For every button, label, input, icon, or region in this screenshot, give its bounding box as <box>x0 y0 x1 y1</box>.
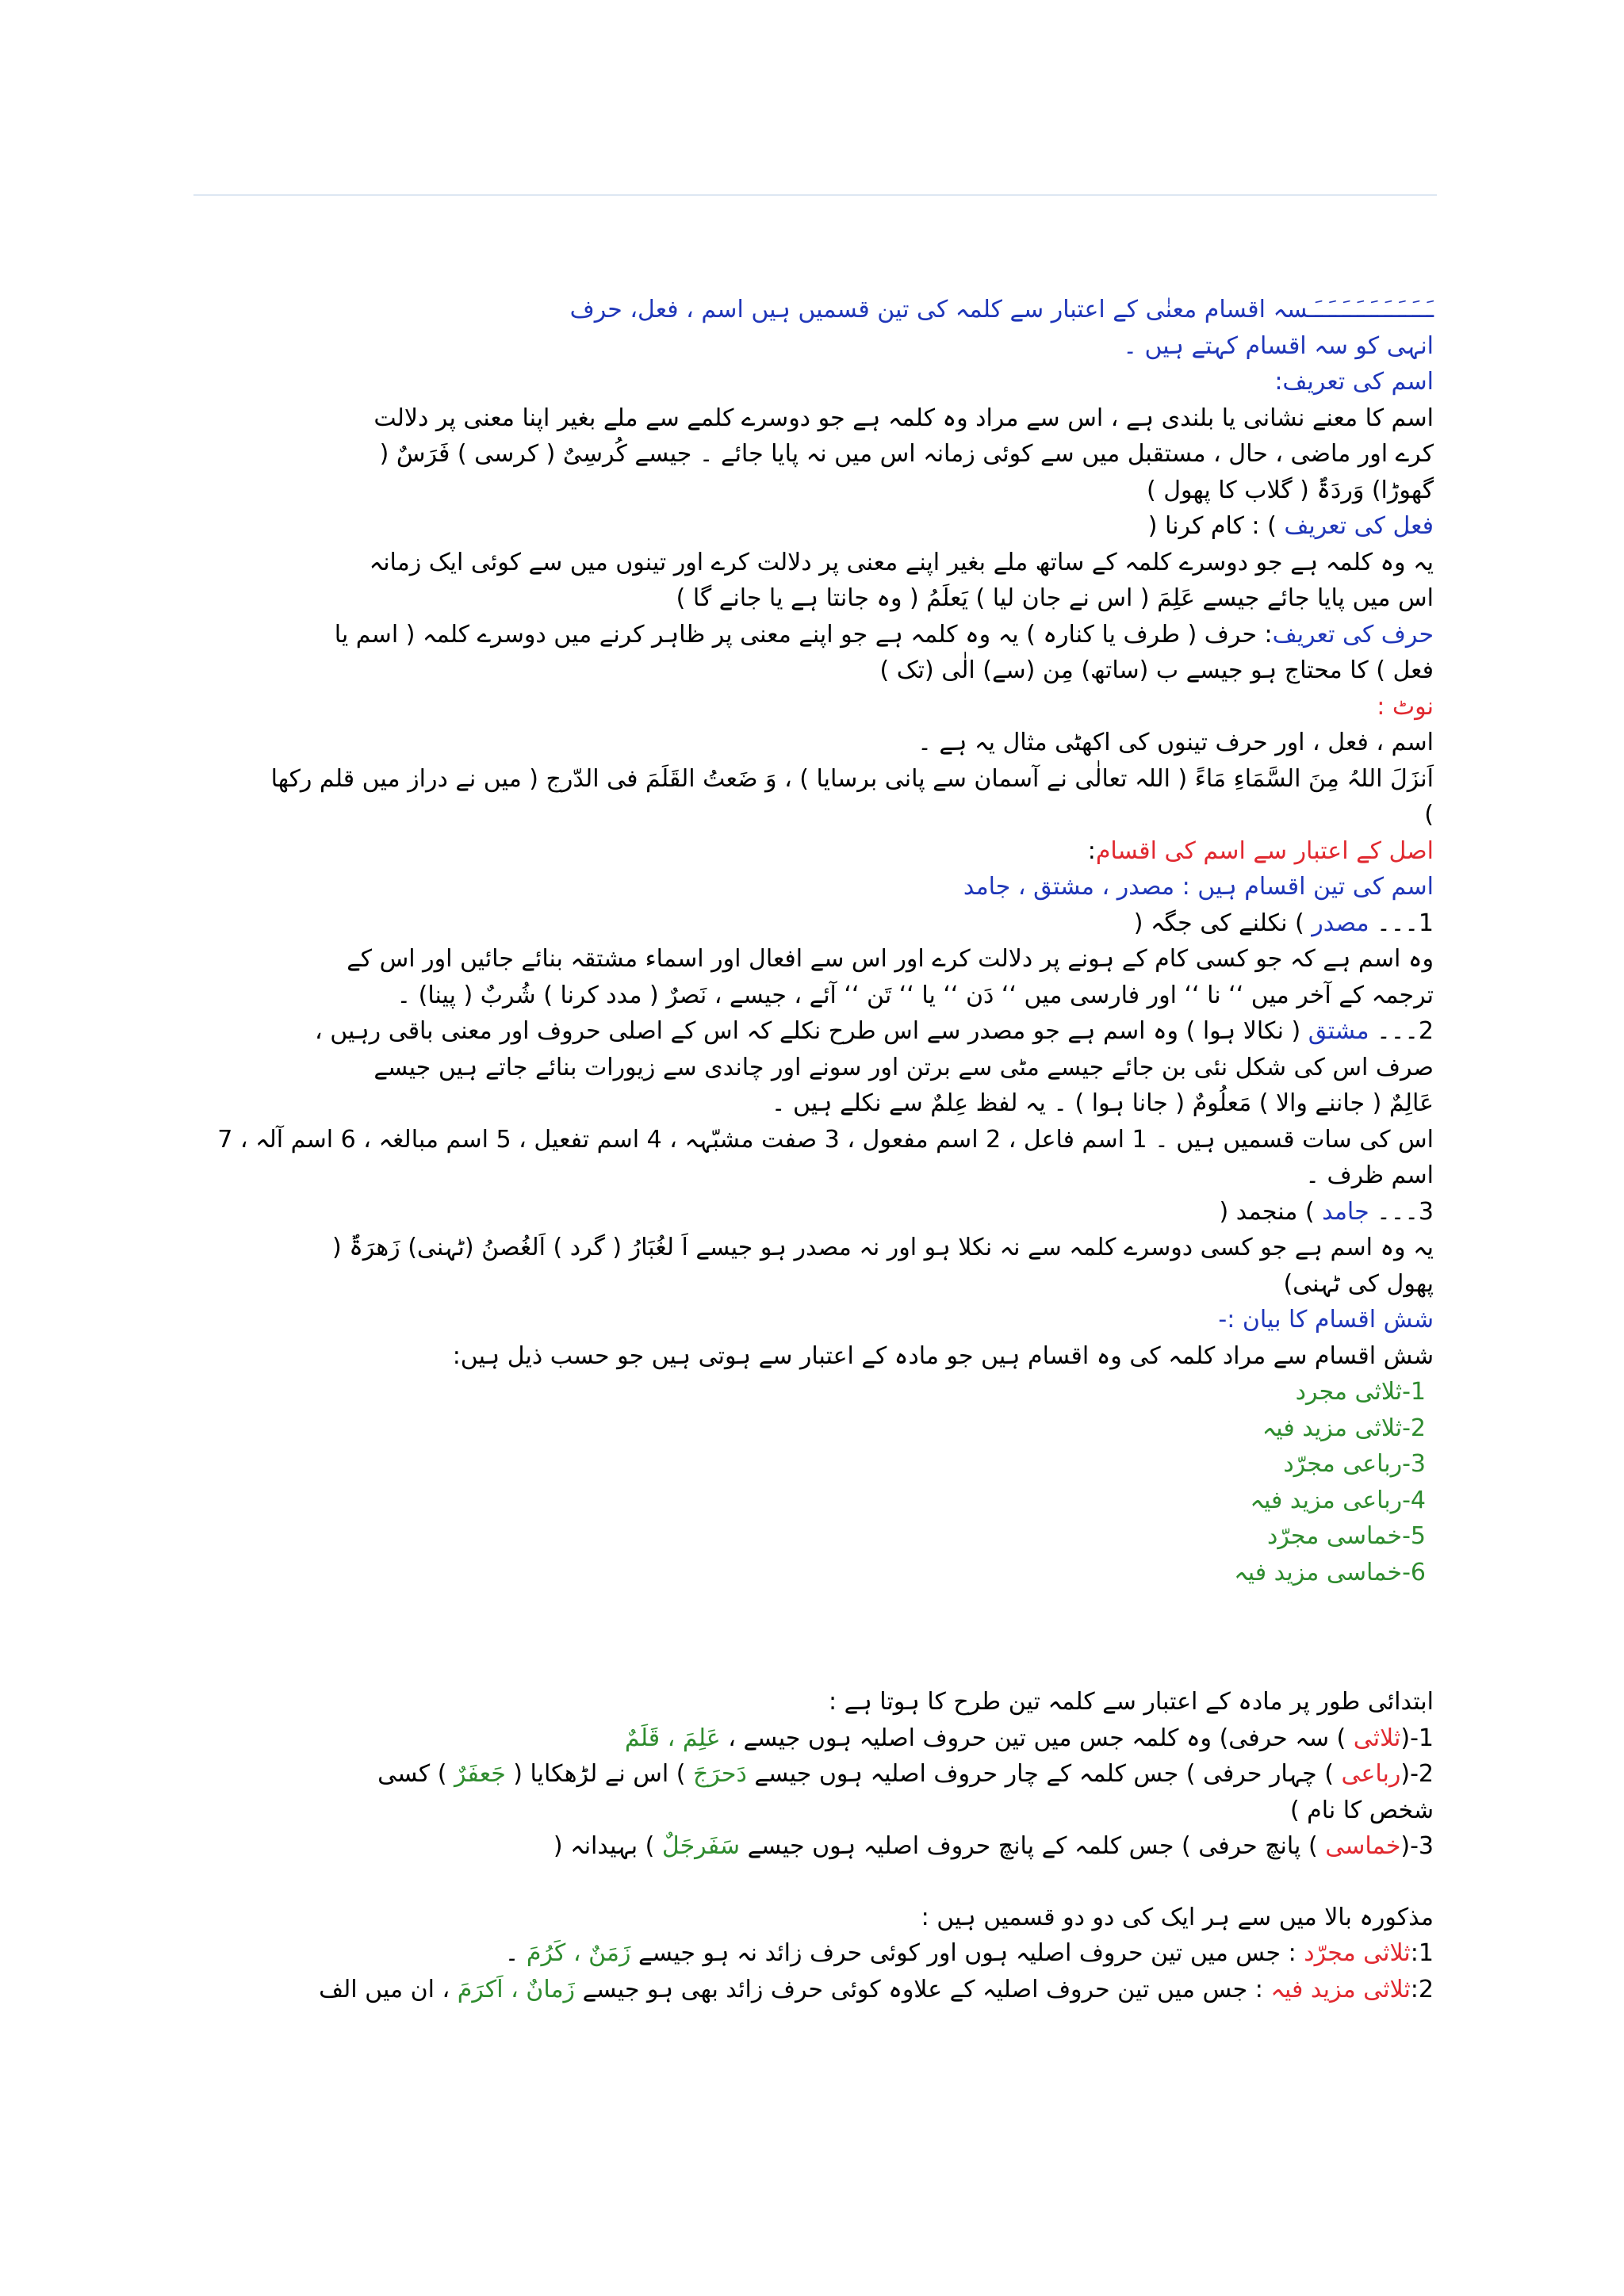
item-example: سَفَرجَلٌ <box>661 1832 741 1860</box>
list-item: 2-ثلاثی مزید فیہ <box>1262 1414 1426 1442</box>
item-term: ثلاثی مجرّد <box>1304 1939 1411 1967</box>
item-prefix: 1: <box>1410 1939 1434 1967</box>
harf-line-1-rest: : حرف ( طرف یا کنارہ ) یہ وہ کلمہ ہے جو اپنے معنی پر ظاہر کرنے میں دوسرے کلمہ ( اسم یا <box>334 620 1273 649</box>
jamid-rest: ) منجمد ( <box>1219 1197 1315 1226</box>
jamid-line-1: یہ وہ اسم ہے جو کسی دوسرے کلمہ سے نہ نکلا ہو اور نہ مصدر ہو جیسے اَ لغُبَارُ ( گرد ) اَلغُصنُ (ٹہنی) زَھرَۃٌ ( <box>331 1234 1434 1261</box>
mushtaq-line-3: اس کی سات قسمیں ہیں ۔ 1 اسم فاعل ، 2 اسم مفعول ، 3 صفت مشبّہہ ، 4 اسم تفعیل ، 5 اسم مبالغہ ، 6 اسم آلہ ، 7 <box>217 1125 1434 1154</box>
ism-title: اسم کی تعریف: <box>1274 368 1434 396</box>
item-term: رباعی <box>1341 1760 1401 1788</box>
item-prefix: 2-( <box>1400 1760 1434 1788</box>
harf-line-2: فعل ) کا محتاج ہو جیسے ب (ساتھ) مِن (سے) الٰی (تک ) <box>879 656 1434 684</box>
list-item: 3-رباعی مجرّد <box>1283 1450 1426 1478</box>
item-end: ۔ <box>504 1939 519 1967</box>
item-term: خماسی <box>1325 1832 1401 1860</box>
item-rest: ) چہار حرفی ) جس کلمہ کے چار حروف اصلیہ ہوں جیسے <box>754 1760 1334 1788</box>
asl-title-line <box>205 833 1434 870</box>
mushtaq-rest: ( نکالا ہوا ) وہ اسم ہے جو مصدر سے اس طرح نکلے کہ اس کے اصلی حروف اور معنی باقی رہیں ، <box>314 1017 1301 1045</box>
ism-line-1: اسم کا معنے نشانی یا بلندی ہے ، اس سے مراد وہ کلمہ ہے جو دوسرے کلمے سے ملے بغیر اپنا معنی پر دلالت <box>373 404 1434 432</box>
list-item: 1-ثلاثی مجرد <box>1295 1378 1426 1406</box>
asl-title: اصل کے اعتبار سے اسم کی اقسام <box>1095 836 1434 865</box>
item-rest-3: ) کسی <box>377 1760 447 1788</box>
asl-subtitle: اسم کی تین اقسام ہیں : مصدر ، مشتق ، جامد <box>963 873 1434 901</box>
mushtaq-line-4: اسم ظرف ۔ <box>1305 1161 1434 1189</box>
shash-title: شش اقسام کا بیان :- <box>1218 1306 1434 1334</box>
spacer <box>205 1865 1434 1900</box>
list-item: 4-رباعی مزید فیہ <box>1250 1486 1426 1514</box>
item-term: ثلاثی <box>1353 1724 1401 1752</box>
item-prefix: 3-( <box>1400 1832 1434 1860</box>
item-prefix: 2: <box>1410 1975 1434 2003</box>
masdar-number: 1۔۔۔ <box>1377 909 1434 937</box>
masdar-word: مصدر <box>1312 909 1369 937</box>
ism-line-2: کرے اور ماضی ، حال ، مستقبل میں سے کوئی زمانہ اس میں نہ پایا جائے ۔ جیسے کُرسِیٌ ( کرسی ) فَرَسٌ ( <box>379 440 1434 468</box>
item-rest: ) سہ حرفی) وہ کلمہ جس میں تین حروف اصلیہ ہوں جیسے ، <box>728 1724 1346 1752</box>
item-rest: : جس میں تین حروف اصلیہ ہوں اور کوئی حرف زائد نہ ہو جیسے <box>638 1939 1297 1967</box>
spacer <box>205 1590 1434 1684</box>
masdar-line-1: وہ اسم ہے کہ جو کسی کام کے ہونے پر دلالت کرے اور اس سے افعال اور اسماء مشتقہ بنائے جائیں اور اس کے <box>347 945 1434 973</box>
note-line-1: اسم ، فعل ، اور حرف تینوں کی اکھٹی مثال یہ ہے ۔ <box>917 729 1434 756</box>
item-example: زَمَنٌ ، کَرُمَ <box>526 1939 631 1967</box>
note-line-3: ) <box>1424 801 1434 828</box>
mushtaq-number: 2۔۔۔ <box>1377 1017 1434 1045</box>
fel-line-1: یہ وہ کلمہ ہے جو دوسرے کلمہ کے ساتھ ملے بغیر اپنے معنی پر دلالت کرے اور تینوں میں سے کوئی ایک زمانہ <box>369 548 1434 576</box>
fel-line-2: اس میں پایا جائے جیسے عَلِمَ ( اس نے جان لیا ) یَعلَمُ ( وہ جانتا ہے یا جانے گا ) <box>676 584 1434 612</box>
mushtaq-line-1: صرف اس کی شکل نئی بن جائے جیسے مٹی سے برتن اور سونے اور چاندی سے زیورات بنائے جاتے ہیں جیسے <box>373 1053 1434 1081</box>
item-example-2: جَعفَرٌ <box>454 1760 506 1788</box>
ibtidai-item-2 <box>205 1756 1434 1793</box>
ibtidai-intro: ابتدائی طور پر مادہ کے اعتبار سے کلمہ تین طرح کا ہوتا ہے : <box>828 1688 1434 1716</box>
ibtidai-item-1 <box>205 1720 1434 1757</box>
list-item: 6-خماسی مزید فیہ <box>1234 1558 1426 1586</box>
shash-intro: شش اقسام سے مراد کلمہ کی وہ اقسام ہیں جو مادہ کے اعتبار سے ہوتی ہیں جو حسب ذیل ہیں: <box>452 1341 1434 1370</box>
fel-title-line <box>205 508 1434 545</box>
jamid-heading-line <box>205 1194 1434 1230</box>
mazkura-intro: مذکورہ بالا میں سے ہر ایک کی دو دو قسمیں ہیں : <box>921 1903 1434 1931</box>
masdar-line-2: ترجمہ کے آخر میں ‘‘ نا ‘‘ اور فارسی میں ‘‘ دَن ‘‘ یا ‘‘ تَن ‘‘ آئے ، جیسے ، نَصرٌ ( مدد کرنا ) شُربٌ ( پینا) ۔ <box>396 981 1434 1009</box>
item-example: دَحرَجَ <box>693 1760 747 1788</box>
note-line-2: اَنزَلَ اللہُ مِنَ السَّمَاءِ مَاءً ( اللہ تعالٰی نے آسمان سے پانی برسایا ) ، وَ ضَعتُ القَلَمَ فی الدّرج ( میں نے دراز میں قلم رکھا <box>270 764 1434 793</box>
document-body <box>205 292 1434 2007</box>
item-term: ثلاثی مزید فیہ <box>1270 1975 1411 2003</box>
harf-title: حرف کی تعریف <box>1272 620 1434 649</box>
list-item: 5-خماسی مجرّد <box>1267 1522 1426 1550</box>
item-rest-2: ) اس نے لڑھکایا ( <box>513 1760 686 1788</box>
mazkura-item-2 <box>205 1972 1434 2008</box>
item-example: زَمانٌ ، اَکرَمَ <box>457 1975 576 2003</box>
intro-line: انہی کو سہ اقسام کہتے ہیں ۔ <box>1123 331 1434 360</box>
jamid-line-2: پھول کی ٹہنی) <box>1283 1269 1434 1298</box>
mushtaq-word: مشتق <box>1308 1017 1369 1045</box>
item-end: ، ان میں الف <box>319 1975 450 2003</box>
mushtaq-line-2: عَالِمٌ ( جاننے والا ) مَعلُومٌ ( جانا ہوا ) ۔ یہ لفظ عِلمٌ سے نکلے ہیں ۔ <box>771 1089 1434 1117</box>
harf-title-line <box>205 617 1434 653</box>
fel-title-suffix: ) : کام کرنا ( <box>1147 512 1277 540</box>
top-divider <box>193 194 1437 196</box>
note-title: نوٹ : <box>1377 692 1434 721</box>
item-example: عَلِمَ ، قَلَمٌ <box>624 1724 721 1752</box>
shash-list <box>205 1374 1434 1590</box>
header-heading-line <box>205 292 1434 328</box>
mushtaq-heading-line <box>205 1013 1434 1050</box>
item-rest-2: ) بہیدانہ ( <box>553 1832 655 1860</box>
masdar-rest: ) نکلنے کی جگہ ( <box>1133 909 1304 937</box>
jamid-number: 3۔۔۔ <box>1377 1197 1434 1226</box>
page-heading: سہ اقسام معنٰی کے اعتبار سے کلمہ کی تین قسمیں ہیں اسم ، فعل، حرف <box>569 296 1308 323</box>
asl-title-colon: : <box>1087 836 1096 865</box>
fel-title: فعل کی تعریف <box>1284 512 1434 540</box>
item-rest: ) پانچ حرفی ) جس کلمہ کے پانچ حروف اصلیہ ہوں جیسے <box>747 1832 1318 1860</box>
ism-line-3: گھوڑا) وَردَۃٌ ( گلاب کا پھول ) <box>1147 476 1434 504</box>
item-prefix: 1-( <box>1400 1724 1434 1752</box>
jamid-word: جامد <box>1322 1197 1369 1226</box>
ibtidai-item-3 <box>205 1828 1434 1865</box>
ibtidai-item-2-line-2: شخص کا نام ) <box>1289 1796 1434 1824</box>
diacritic-marks: ـَــَــَــَــَــَــَــَــَـ <box>1308 296 1434 323</box>
item-rest: : جس میں تین حروف اصلیہ کے علاوہ کوئی حرف زائد بھی ہو جیسے <box>582 1975 1263 2003</box>
mazkura-item-1 <box>205 1935 1434 1972</box>
masdar-heading-line <box>205 905 1434 942</box>
